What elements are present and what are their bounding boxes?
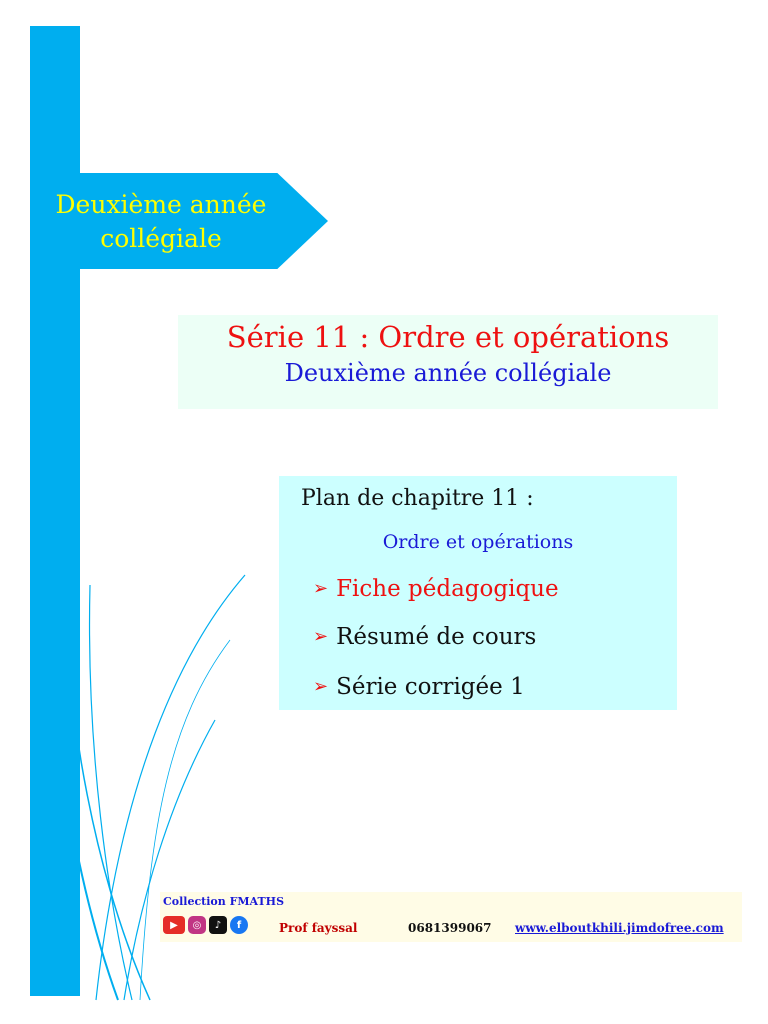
plan-title: Plan de chapitre 11 : (301, 486, 534, 511)
plan-item-label: Série corrigée 1 (336, 674, 525, 700)
social-icons (163, 916, 248, 934)
level-banner-text (30, 188, 292, 256)
banner-line-2: collégiale (100, 224, 222, 253)
page-title: Série 11 : Ordre et opérations (226, 320, 670, 354)
plan-item-fiche (313, 574, 559, 604)
banner-line-1: Deuxième année (55, 190, 267, 219)
arrow-bullet-icon: ➢ (313, 676, 329, 697)
arrow-bullet-icon: ➢ (313, 626, 329, 647)
youtube-icon[interactable]: ▶ (163, 916, 185, 934)
plan-item-label: Résumé de cours (336, 624, 537, 650)
tiktok-icon[interactable]: ♪ (209, 916, 227, 934)
plan-item-serie (313, 672, 525, 702)
footer-phone: 0681399067 (408, 921, 492, 935)
footer-bar (160, 892, 742, 942)
footer-collection: Collection FMATHS (163, 895, 285, 908)
footer-author: Prof fayssal (279, 921, 358, 935)
arrow-bullet-icon: ➢ (313, 578, 329, 599)
side-accent-bar (30, 26, 80, 996)
facebook-icon[interactable]: f (230, 916, 248, 934)
plan-subtitle: Ordre et opérations (382, 531, 574, 553)
title-box (178, 315, 718, 409)
instagram-icon[interactable]: ◎ (188, 916, 206, 934)
footer-website-link[interactable]: www.elboutkhili.jimdofree.com (515, 921, 724, 935)
chapter-plan-box (279, 476, 677, 710)
plan-item-label: Fiche pédagogique (336, 576, 559, 602)
plan-item-resume (313, 622, 536, 652)
page-subtitle: Deuxième année collégiale (284, 359, 612, 387)
